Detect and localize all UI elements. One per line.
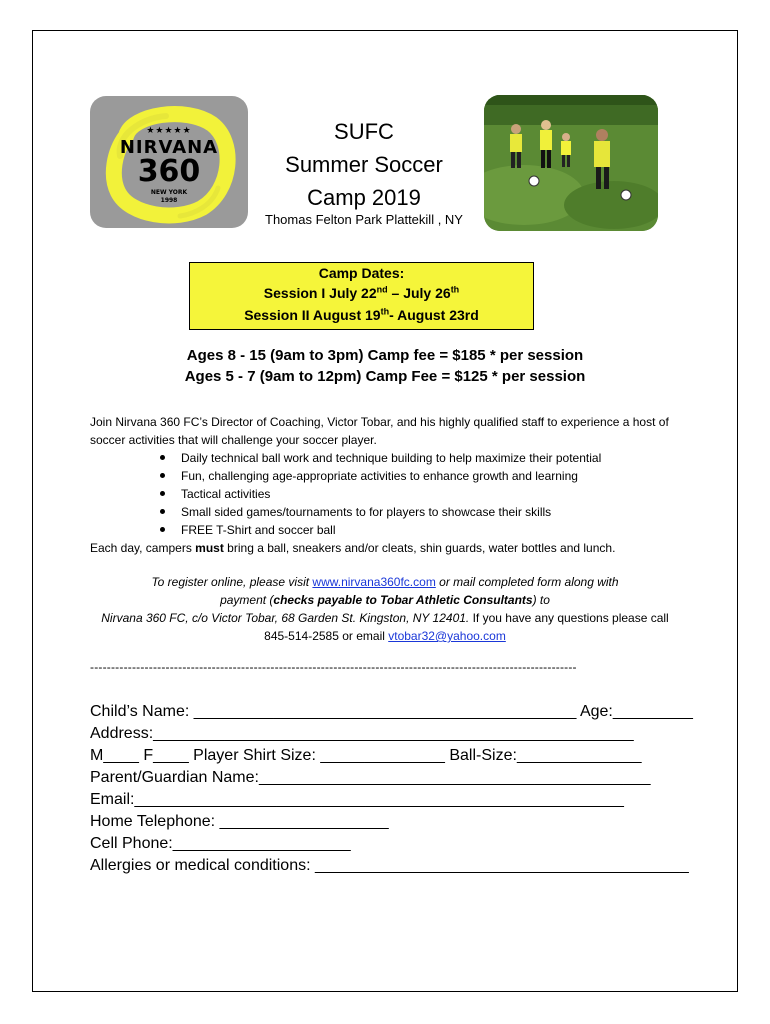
session-1-dates: Session I July 22nd – July 26th <box>263 284 460 301</box>
ages-fee-line-2: Ages 5 - 7 (9am to 12pm) Camp Fee = $125 * per session <box>184 368 586 385</box>
title-line-1: SUFC <box>334 119 394 144</box>
session-2-dates: Session II August 19th- August 23rd <box>244 306 479 323</box>
ages-fee-line-1: Ages 8 - 15 (9am to 3pm) Camp fee = $185 * per session <box>186 347 584 364</box>
daily-requirements: Each day, campers must bring a ball, sneakers and/or cleats, shin guards, water bottles and lunch. <box>90 541 616 555</box>
soccer-players-photo <box>484 95 658 231</box>
field-photo-graphic <box>484 95 658 231</box>
cut-line-divider: -------------------------------------------------------------------------------------------------------------------- <box>90 660 577 674</box>
list-item: FREE T-Shirt and soccer ball <box>160 521 601 539</box>
logo-stars: ★★★★★ <box>146 126 192 136</box>
title-line-2: Summer Soccer <box>285 152 443 177</box>
list-item: Fun, challenging age-appropriate activities to enhance growth and learning <box>160 467 601 485</box>
parent-guardian-field[interactable]: Parent/Guardian Name:____________________________________________ <box>90 769 651 786</box>
website-link[interactable]: www.nirvana360fc.com <box>312 575 436 589</box>
list-item: Daily technical ball work and technique building to help maximize their potential <box>160 449 601 467</box>
list-item: Small sided games/tournaments to for players to showcase their skills <box>160 503 601 521</box>
cell-phone-field[interactable]: Cell Phone:____________________ <box>90 835 351 852</box>
camp-location: Thomas Felton Park Plattekill , NY <box>265 212 463 227</box>
intro-paragraph: Join Nirvana 360 FC’s Director of Coaching, Victor Tobar, and his highly qualified staff to experience a host of soccer activities that will challenge your soccer player. <box>90 415 669 447</box>
child-name-field[interactable]: Child’s Name: ___________________________________________ Age:_________ <box>90 703 693 720</box>
allergies-field[interactable]: Allergies or medical conditions: __________________________________________ <box>90 857 689 874</box>
email-link[interactable]: vtobar32@yahoo.com <box>388 629 506 643</box>
logo-number: 360 <box>137 154 201 189</box>
home-telephone-field[interactable]: Home Telephone: ___________________ <box>90 813 389 830</box>
logo-year: 1998 <box>160 197 178 204</box>
camp-dates-heading: Camp Dates: <box>318 265 405 281</box>
sex-shirt-ball-size-field[interactable]: M____ F____ Player Shirt Size: ______________ Ball-Size:______________ <box>90 747 642 764</box>
email-field[interactable]: Email:_______________________________________________________ <box>90 791 624 808</box>
activities-list <box>160 449 601 539</box>
camp-dates-box <box>189 262 534 330</box>
nirvana-360-logo <box>90 96 248 228</box>
logo-wordmark: NIRVANA <box>119 137 219 158</box>
title-line-3: Camp 2019 <box>307 185 421 210</box>
mailing-address: Nirvana 360 FC, c/o Victor Tobar, 68 Garden St. Kingston, NY 12401. <box>101 611 470 625</box>
soccer-ball-icon <box>529 176 539 186</box>
logo-city: NEW YORK <box>150 189 188 196</box>
address-field[interactable]: Address:______________________________________________________ <box>90 725 634 742</box>
registration-info: To register online, please visit www.nirvana360fc.com or mail completed form along with payment (checks payable to Tobar Athletic Consultants) to Nirvana 360 FC, c/o Victor Tobar, 68 Garden St. Kingston, NY 12401. If you have any questions please call 845-514-2585 or email vtobar32@yahoo.com <box>101 575 669 643</box>
list-item: Tactical activities <box>160 485 601 503</box>
